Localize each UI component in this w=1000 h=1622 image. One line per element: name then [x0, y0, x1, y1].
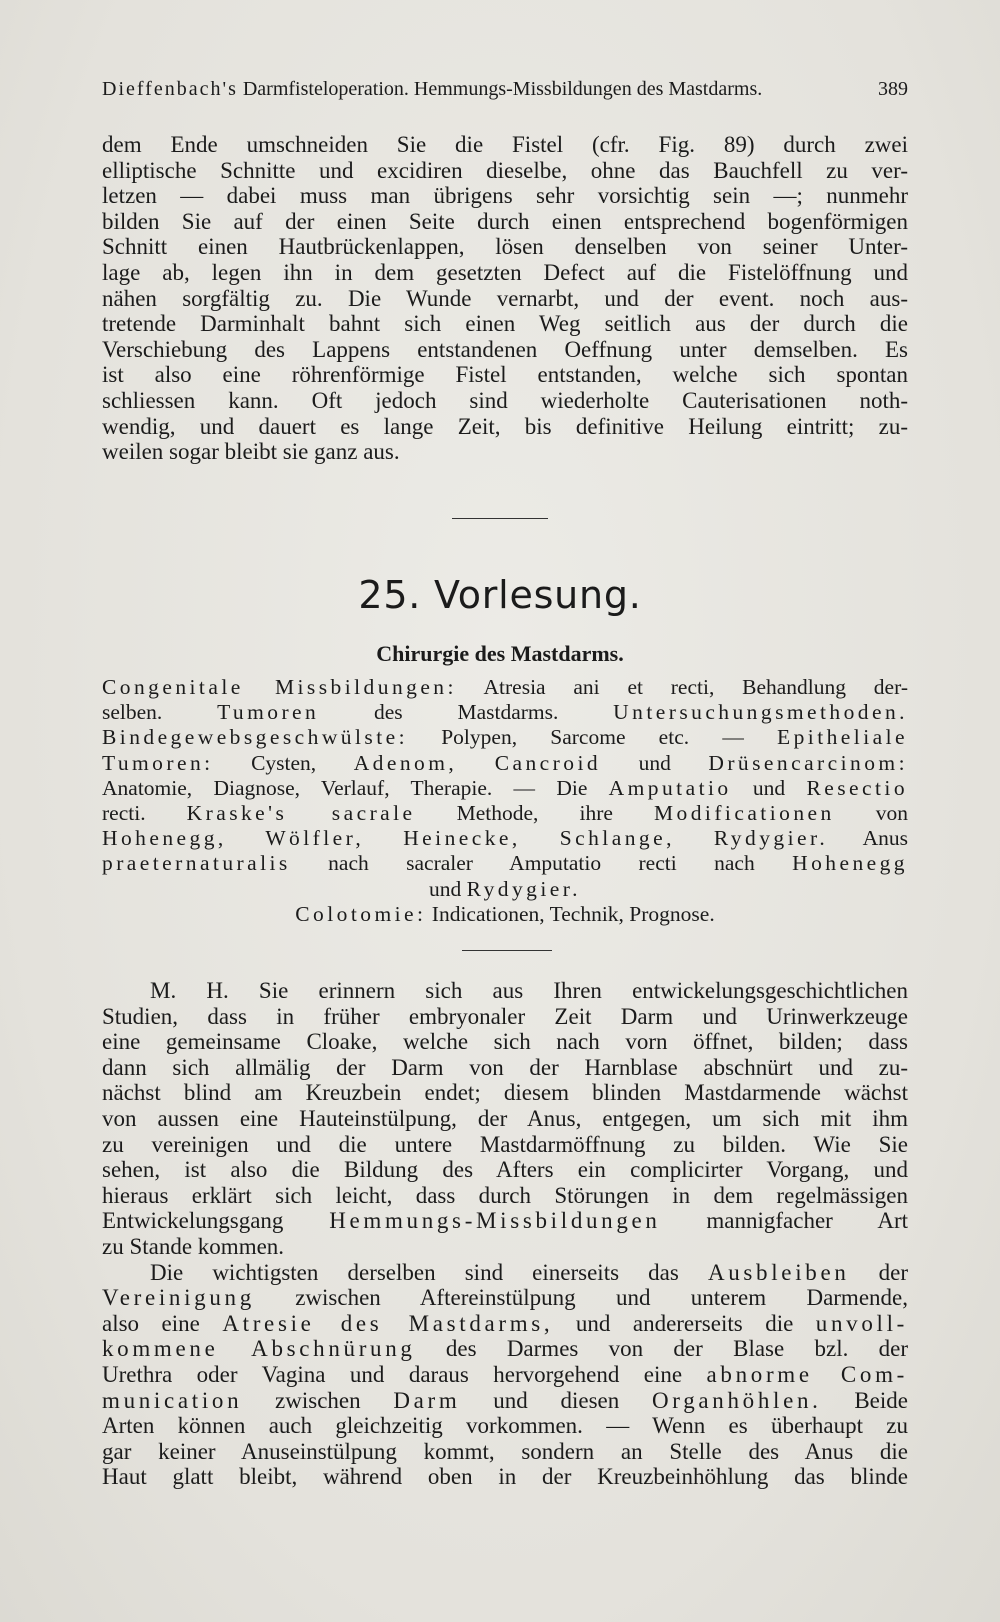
spaced-emphasis: Darm	[393, 1387, 461, 1413]
text-line	[102, 1285, 908, 1311]
text-line	[102, 725, 908, 750]
spaced-emphasis: kommene Abschnürung	[102, 1336, 416, 1362]
text-run: und	[601, 750, 709, 775]
header-title	[102, 76, 762, 102]
text-run: recti.	[102, 800, 187, 825]
text-run: zu Stande kommen.	[102, 1233, 285, 1259]
chapter-title: 25. Vorlesung.	[358, 573, 642, 617]
spaced-emphasis: Rydygier.	[466, 876, 581, 901]
section-divider	[452, 518, 548, 519]
spaced-emphasis: Ausbleiben	[707, 1259, 850, 1285]
text-line	[102, 1464, 908, 1490]
text-line	[102, 902, 908, 927]
text-run: und	[731, 775, 807, 800]
header-title-name: Dieffenbach's	[102, 78, 238, 100]
text-run: Cysten,	[213, 750, 354, 775]
text-line: Schnitt einen Hautbrückenlappen, lösen denselben von seiner Unter-	[102, 234, 908, 260]
spaced-emphasis: Organhöhlen.	[652, 1387, 822, 1413]
text-run: Entwickelungsgang	[102, 1208, 330, 1234]
text-run: Methode, ihre	[415, 800, 654, 825]
spaced-emphasis: praeternaturalis	[102, 851, 291, 876]
text-line: dem Ende umschneiden Sie die Fistel (cfr. Fig. 89) durch zwei	[102, 132, 908, 157]
spaced-emphasis: munication	[102, 1387, 243, 1413]
spaced-emphasis: Hohenegg, Wölfler, Heinecke, Schlange, Rydygier.	[102, 826, 829, 851]
text-line	[102, 1055, 908, 1081]
spaced-emphasis: Bindegewebsgeschwülste:	[102, 725, 409, 750]
spaced-emphasis: abnorme Com-	[706, 1361, 908, 1387]
text-line: nähen sorgfältig zu. Die Wunde vernarbt, und der event. noch aus-	[102, 285, 908, 311]
text-run: Polypen, Sarcome etc. —	[408, 725, 778, 750]
text-run: also eine	[102, 1310, 223, 1336]
text-run: Beide	[821, 1387, 908, 1413]
text-run: und diesen	[460, 1387, 652, 1413]
text-line: tretende Darminhalt bahnt sich einen Weg seitlich aus der durch die	[102, 311, 908, 337]
text-line	[102, 1106, 908, 1132]
text-run: nach sacraler Amputatio recti nach	[290, 851, 793, 876]
text-run: des Mastdarms.	[319, 700, 614, 725]
text-run: sehen, ist also die Bildung des Afters ein complicirter Vorgang, und	[102, 1157, 908, 1183]
text-run: mannigfacher Art	[660, 1208, 908, 1234]
text-line	[102, 851, 908, 876]
text-line	[102, 1413, 908, 1439]
summary-divider	[462, 950, 552, 951]
text-run: zwischen Aftereinstülpung und unterem Darmende,	[254, 1285, 908, 1311]
spaced-emphasis: Amputatio	[608, 775, 732, 800]
text-line	[102, 1234, 908, 1260]
page-number: 389	[878, 78, 908, 100]
text-line	[102, 1439, 908, 1465]
text-run: Urethra oder Vagina und daraus hervorgehend eine	[102, 1361, 707, 1387]
text-line	[102, 1388, 908, 1414]
spaced-emphasis: Atresie des Mastdarms,	[222, 1310, 554, 1336]
text-line	[102, 1311, 908, 1337]
text-run: und	[429, 876, 467, 901]
text-run: von aussen eine Hauteinstülpung, der Anus, entgegen, um sich mit ihm	[102, 1105, 908, 1131]
text-run: Die wichtigsten derselben sind einerseits das	[150, 1259, 708, 1285]
text-run: selben.	[102, 700, 218, 725]
text-line	[102, 700, 908, 725]
text-line	[102, 1260, 908, 1286]
spaced-emphasis: unvoll-	[815, 1310, 908, 1336]
text-run: Arten können auch gleichzeitig vorkommen. — Wenn es überhaupt zu	[102, 1413, 908, 1439]
text-line	[102, 776, 908, 801]
text-run: und andererseits die	[553, 1310, 816, 1336]
spaced-emphasis: Hohenegg	[792, 851, 908, 876]
text-run: zu vereinigen und die untere Mastdarmöffnung zu bilden. Wie Sie	[102, 1131, 908, 1157]
spaced-emphasis: Hemmungs-Missbildungen	[329, 1208, 661, 1234]
text-line	[102, 1208, 908, 1234]
text-run: hieraus erklärt sich leicht, dass durch Störungen in dem regelmässigen	[102, 1182, 908, 1208]
spaced-emphasis: Modificationen	[653, 800, 835, 825]
spaced-emphasis: Tumoren:	[102, 750, 214, 775]
text-run: eine gemeinsame Cloake, welche sich nach vorn öffnet, bilden; dass	[102, 1029, 908, 1055]
text-run: zwischen	[242, 1387, 394, 1413]
text-run: Anus	[828, 826, 908, 851]
text-line: letzen — dabei muss man übrigens sehr vorsichtig sein —; nunmehr	[102, 183, 908, 209]
text-run: Haut glatt bleibt, während oben in der Kreuzbeinhöhlung das blinde	[102, 1464, 908, 1490]
text-line	[102, 1029, 908, 1055]
text-line: lage ab, legen ihn in dem gesetzten Defect auf die Fistelöffnung und	[102, 259, 908, 285]
text-run: Anatomie, Diagnose, Verlauf, Therapie. — Die	[102, 775, 609, 800]
text-line	[102, 877, 908, 902]
spaced-emphasis: Colotomie:	[295, 901, 427, 926]
running-header	[102, 76, 908, 102]
spaced-emphasis: Resectio	[806, 775, 908, 800]
text-run: des Darmes von der Blase bzl. der	[415, 1336, 908, 1362]
text-line	[102, 1336, 908, 1362]
spaced-emphasis: Vereinigung	[102, 1285, 255, 1311]
text-run: Studien, dass in früher embryonaler Zeit Darm und Urinwerkzeuge	[102, 1003, 908, 1029]
text-run: nächst blind am Kreuzbein endet; diesem blinden Mastdarmende wächst	[102, 1080, 908, 1106]
spaced-emphasis: Untersuchungsmethoden.	[613, 700, 908, 725]
text-run: dann sich allmälig der Darm von der Harnblase abschnürt und zu-	[102, 1054, 908, 1080]
text-run	[457, 751, 495, 775]
text-line	[102, 978, 908, 1004]
lecture-body	[102, 978, 908, 1490]
text-run: der	[849, 1259, 908, 1285]
chapter-summary	[102, 675, 908, 927]
text-line: wendig, und dauert es lange Zeit, bis definitive Heilung eintritt; zu-	[102, 413, 908, 439]
spaced-emphasis: Kraske's sacrale	[186, 800, 416, 825]
chapter-subtitle: Chirurgie des Mastdarms.	[376, 641, 624, 666]
text-line	[102, 1157, 908, 1183]
spaced-emphasis: Cancroid	[494, 750, 602, 775]
text-line	[102, 1004, 908, 1030]
spaced-emphasis: Congenitale Missbildungen:	[102, 675, 457, 699]
text-run: M. H. Sie erinnern sich aus Ihren entwickelungsgeschichtlichen	[150, 978, 908, 1003]
text-line: weilen sogar bleibt sie ganz aus.	[102, 439, 400, 465]
text-run: Atresia ani et recti, Behandlung der-	[456, 675, 908, 699]
spaced-emphasis: Adenom,	[353, 750, 458, 775]
text-line: schliessen kann. Oft jedoch sind wiederholte Cauterisationen noth-	[102, 387, 908, 413]
text-line	[102, 1183, 908, 1209]
text-line: ist also eine röhrenförmige Fistel entstanden, welche sich spontan	[102, 362, 908, 388]
text-line: Verschiebung des Lappens entstandenen Oeffnung unter demselben. Es	[102, 336, 908, 362]
text-line	[102, 826, 908, 851]
spaced-emphasis: Drüsencarcinom:	[708, 750, 908, 775]
text-run: gar keiner Anuseinstülpung kommt, sondern an Stelle des Anus die	[102, 1438, 908, 1464]
header-title-rest: Darmfisteloperation. Hemmungs-Missbildungen des Mastdarms.	[237, 78, 763, 100]
text-line: elliptische Schnitte und excidiren dieselbe, ohne das Bauchfell zu ver-	[102, 157, 908, 183]
paragraph-continuation	[102, 132, 908, 465]
text-line	[102, 1080, 908, 1106]
text-line	[102, 801, 908, 826]
text-line	[102, 1132, 908, 1158]
spaced-emphasis: Tumoren	[217, 700, 320, 725]
text-line	[102, 675, 908, 700]
text-line: bilden Sie auf der einen Seite durch einen entsprechend bogenförmigen	[102, 208, 908, 234]
text-run: Indicationen, Technik, Prognose.	[426, 901, 715, 926]
text-run: von	[834, 800, 908, 825]
text-line	[102, 1362, 908, 1388]
text-line	[102, 751, 908, 776]
spaced-emphasis: Epitheliale	[777, 725, 908, 750]
